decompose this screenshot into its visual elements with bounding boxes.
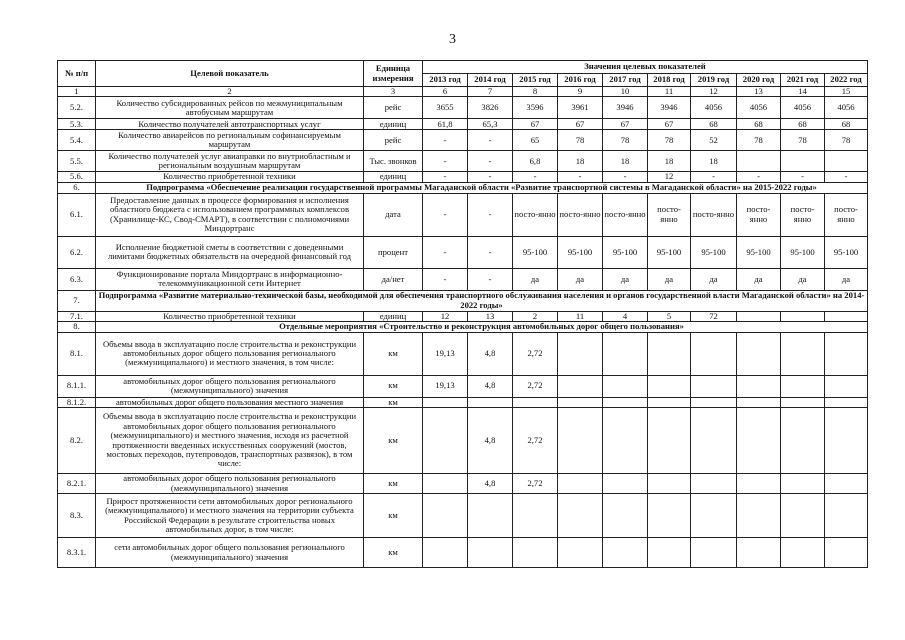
value-cell	[825, 332, 868, 375]
unit-cell: Тыс. звонков	[364, 151, 423, 172]
value-cell	[423, 538, 468, 568]
value-cell: 18	[603, 151, 648, 172]
value-cell: 4,8	[468, 474, 513, 494]
value-cell: 11	[558, 311, 603, 321]
value-cell	[737, 538, 781, 568]
table-row	[58, 494, 868, 538]
subprogram-title: Подпрограмма «Развитие материально-технической базы, необходимой для обеспечения транспортного обслуживания населения и органов государственной власти Магаданской области» на 2014-2022 годы»	[96, 290, 868, 311]
row-number: 7.	[58, 290, 96, 311]
value-cell: -	[603, 172, 648, 182]
value-cell	[648, 408, 691, 474]
value-cell: -	[468, 130, 513, 151]
value-cell	[825, 474, 868, 494]
value-cell: -	[468, 236, 513, 268]
value-cell: 2,72	[513, 474, 558, 494]
value-cell	[825, 538, 868, 568]
header-year: 2018 год	[648, 74, 691, 87]
value-cell: 68	[691, 119, 737, 130]
row-number: 6.	[58, 182, 96, 193]
column-number: 3	[364, 87, 423, 97]
value-cell: 19,13	[423, 332, 468, 375]
value-cell: 95-100	[648, 236, 691, 268]
unit-cell: км	[364, 332, 423, 375]
value-cell	[603, 494, 648, 538]
value-cell: 68	[737, 119, 781, 130]
value-cell	[825, 375, 868, 397]
value-cell: 3946	[603, 97, 648, 119]
indicator-name: сети автомобильных дорог общего пользования регионального (межмуниципального) значения	[96, 538, 364, 568]
value-cell	[468, 397, 513, 407]
table-row	[58, 172, 868, 182]
column-number: 12	[691, 87, 737, 97]
value-cell: 78	[603, 130, 648, 151]
value-cell: 67	[513, 119, 558, 130]
column-number: 2	[96, 87, 364, 97]
value-cell: посто-янно	[781, 193, 825, 236]
row-number: 8.2.	[58, 408, 96, 474]
header-values-title: Значения целевых показателей	[423, 61, 868, 74]
value-cell	[825, 311, 868, 321]
value-cell	[737, 494, 781, 538]
column-number: 7	[468, 87, 513, 97]
column-number: 14	[781, 87, 825, 97]
value-cell: -	[825, 172, 868, 182]
row-number: 8.	[58, 322, 96, 332]
value-cell	[423, 408, 468, 474]
header-num: № п/п	[58, 61, 96, 87]
column-number: 9	[558, 87, 603, 97]
value-cell: посто-янно	[648, 193, 691, 236]
unit-cell: км	[364, 397, 423, 407]
value-cell: 2,72	[513, 375, 558, 397]
value-cell: -	[737, 172, 781, 182]
row-number: 6.3.	[58, 268, 96, 290]
value-cell: 18	[691, 151, 737, 172]
value-cell: 52	[691, 130, 737, 151]
value-cell	[737, 311, 781, 321]
value-cell	[603, 408, 648, 474]
value-cell: 67	[603, 119, 648, 130]
unit-cell: км	[364, 375, 423, 397]
value-cell: 95-100	[558, 236, 603, 268]
value-cell: -	[468, 193, 513, 236]
header-unit: Единица измерения	[364, 61, 423, 87]
row-number: 5.2.	[58, 97, 96, 119]
value-cell: -	[423, 130, 468, 151]
value-cell	[691, 375, 737, 397]
column-number: 10	[603, 87, 648, 97]
row-number: 8.1.1.	[58, 375, 96, 397]
value-cell	[558, 397, 603, 407]
table-row	[58, 97, 868, 119]
table-row	[58, 151, 868, 172]
value-cell: да	[603, 268, 648, 290]
unit-cell: км	[364, 474, 423, 494]
unit-cell: км	[364, 408, 423, 474]
value-cell: 4056	[781, 97, 825, 119]
value-cell: 68	[825, 119, 868, 130]
value-cell: -	[468, 172, 513, 182]
value-cell: 4,8	[468, 375, 513, 397]
indicator-name: автомобильных дорог общего пользования регионального (межмуниципального) значения	[96, 375, 364, 397]
indicator-name: Функционирование портала Миндортранс в информационно-телекоммуникационной сети Интернет	[96, 268, 364, 290]
value-cell	[558, 408, 603, 474]
indicator-name: Количество приобретенной техники	[96, 172, 364, 182]
value-cell	[423, 494, 468, 538]
value-cell: 2,72	[513, 332, 558, 375]
value-cell	[603, 397, 648, 407]
indicator-name: Количество субсидированных рейсов по межмуниципальным автобусным маршрутам	[96, 97, 364, 119]
value-cell: 95-100	[691, 236, 737, 268]
value-cell	[513, 494, 558, 538]
value-cell: 2	[513, 311, 558, 321]
indicator-name: Прирост протяженности сети автомобильных дорог регионального (межмуниципального) и местного значения на территории субъекта Российской Федерации в результате строительства новых автомобильных дорог, в том числе:	[96, 494, 364, 538]
row-number: 8.1.	[58, 332, 96, 375]
value-cell	[648, 474, 691, 494]
value-cell	[648, 397, 691, 407]
value-cell: 4,8	[468, 408, 513, 474]
value-cell: -	[558, 172, 603, 182]
indicator-name: Количество авиарейсов по региональным софинансируемым маршрутам	[96, 130, 364, 151]
subprogram-row	[58, 322, 868, 332]
value-cell: 78	[648, 130, 691, 151]
value-cell: 78	[558, 130, 603, 151]
unit-cell: рейс	[364, 130, 423, 151]
value-cell	[825, 494, 868, 538]
value-cell: -	[423, 268, 468, 290]
value-cell	[691, 408, 737, 474]
value-cell	[513, 397, 558, 407]
value-cell	[825, 151, 868, 172]
value-cell	[558, 474, 603, 494]
value-cell: -	[781, 172, 825, 182]
value-cell: посто-янно	[691, 193, 737, 236]
value-cell	[691, 474, 737, 494]
value-cell: 95-100	[513, 236, 558, 268]
value-cell	[691, 494, 737, 538]
header-year: 2016 год	[558, 74, 603, 87]
value-cell: 95-100	[781, 236, 825, 268]
value-cell	[781, 408, 825, 474]
value-cell	[781, 151, 825, 172]
unit-cell: единиц	[364, 119, 423, 130]
value-cell	[558, 375, 603, 397]
value-cell: 4,8	[468, 332, 513, 375]
value-cell	[691, 332, 737, 375]
value-cell	[691, 397, 737, 407]
value-cell: посто-янно	[513, 193, 558, 236]
column-number: 11	[648, 87, 691, 97]
value-cell: 2,72	[513, 408, 558, 474]
unit-cell: км	[364, 538, 423, 568]
value-cell	[781, 494, 825, 538]
value-cell: -	[513, 172, 558, 182]
table-row	[58, 538, 868, 568]
value-cell: 67	[648, 119, 691, 130]
table-row	[58, 193, 868, 236]
indicator-name: Количество получателей автотранспортных услуг	[96, 119, 364, 130]
value-cell: посто-янно	[737, 193, 781, 236]
value-cell: 78	[737, 130, 781, 151]
value-cell: 95-100	[825, 236, 868, 268]
value-cell: 3655	[423, 97, 468, 119]
indicator-name: автомобильных дорог общего пользования местного значения	[96, 397, 364, 407]
value-cell	[648, 332, 691, 375]
value-cell	[558, 538, 603, 568]
row-number: 5.3.	[58, 119, 96, 130]
value-cell	[781, 474, 825, 494]
value-cell: 4	[603, 311, 648, 321]
row-number: 8.1.2.	[58, 397, 96, 407]
value-cell: посто-янно	[558, 193, 603, 236]
table-row	[58, 397, 868, 407]
value-cell	[603, 538, 648, 568]
value-cell: посто-янно	[825, 193, 868, 236]
value-cell: 65,3	[468, 119, 513, 130]
target-indicators-table	[57, 60, 868, 568]
value-cell: 4056	[737, 97, 781, 119]
row-number: 8.2.1.	[58, 474, 96, 494]
value-cell	[737, 408, 781, 474]
value-cell: да	[825, 268, 868, 290]
unit-cell: процент	[364, 236, 423, 268]
value-cell: 3961	[558, 97, 603, 119]
value-cell: 3826	[468, 97, 513, 119]
value-cell	[648, 375, 691, 397]
header-year: 2022 год	[825, 74, 868, 87]
value-cell: 4056	[825, 97, 868, 119]
value-cell	[737, 397, 781, 407]
value-cell: 6,8	[513, 151, 558, 172]
value-cell: 68	[781, 119, 825, 130]
value-cell: 18	[558, 151, 603, 172]
header-year: 2019 год	[691, 74, 737, 87]
value-cell: 67	[558, 119, 603, 130]
value-cell	[781, 311, 825, 321]
value-cell	[781, 397, 825, 407]
value-cell: да	[737, 268, 781, 290]
row-number: 8.3.	[58, 494, 96, 538]
value-cell: 95-100	[603, 236, 648, 268]
unit-cell: дата	[364, 193, 423, 236]
column-number: 1	[58, 87, 96, 97]
table-row	[58, 332, 868, 375]
value-cell	[468, 494, 513, 538]
value-cell: 19,13	[423, 375, 468, 397]
indicator-name: Исполнение бюджетной сметы в соответствии с доведенными лимитами бюджетных обязательств на очередной финансовый год	[96, 236, 364, 268]
value-cell: 65	[513, 130, 558, 151]
value-cell: 72	[691, 311, 737, 321]
indicator-name: Объемы ввода в эксплуатацию после строительства и реконструкции автомобильных дорог общего пользования регионального (межмуниципального) и местного значения, исходя из расчетной протяженности введенных искусственных сооружений (мостов, мостовых переходов, путепроводов, транспортных развязок), в том числе:	[96, 408, 364, 474]
value-cell	[737, 332, 781, 375]
value-cell	[423, 474, 468, 494]
unit-cell: единиц	[364, 172, 423, 182]
value-cell: -	[423, 151, 468, 172]
value-cell: 3596	[513, 97, 558, 119]
table-row	[58, 311, 868, 321]
value-cell	[603, 474, 648, 494]
table-row	[58, 408, 868, 474]
value-cell	[691, 538, 737, 568]
column-number: 6	[423, 87, 468, 97]
subprogram-title: Отдельные мероприятия «Строительство и реконструкция автомобильных дорог общего пользования»	[96, 322, 868, 332]
value-cell: -	[468, 151, 513, 172]
unit-cell: да/нет	[364, 268, 423, 290]
unit-cell: рейс	[364, 97, 423, 119]
row-number: 5.6.	[58, 172, 96, 182]
value-cell: -	[468, 268, 513, 290]
value-cell: да	[648, 268, 691, 290]
value-cell	[558, 332, 603, 375]
value-cell	[603, 375, 648, 397]
value-cell: 95-100	[737, 236, 781, 268]
value-cell: да	[691, 268, 737, 290]
value-cell: 12	[423, 311, 468, 321]
subprogram-row	[58, 290, 868, 311]
value-cell	[558, 494, 603, 538]
value-cell	[737, 474, 781, 494]
table-row	[58, 130, 868, 151]
value-cell	[648, 494, 691, 538]
header-year: 2021 год	[781, 74, 825, 87]
row-number: 5.5.	[58, 151, 96, 172]
value-cell: посто-янно	[603, 193, 648, 236]
value-cell: 61,8	[423, 119, 468, 130]
value-cell: 5	[648, 311, 691, 321]
value-cell	[737, 375, 781, 397]
value-cell: 3946	[648, 97, 691, 119]
value-cell: 12	[648, 172, 691, 182]
table-row	[58, 236, 868, 268]
table-row	[58, 119, 868, 130]
indicator-name: Количество получателей услуг авиаправки по внутриобластным и региональным воздушным маршрутам	[96, 151, 364, 172]
value-cell	[513, 538, 558, 568]
indicator-name: Предоставление данных в процессе формирования и исполнения областного бюджета с использованием программных комплексов (Хранилище-КС, Свод-СМАРТ), в соответствии с полномочиями Миндортранс	[96, 193, 364, 236]
value-cell	[781, 538, 825, 568]
row-number: 6.2.	[58, 236, 96, 268]
value-cell	[825, 408, 868, 474]
table-row	[58, 375, 868, 397]
value-cell	[781, 375, 825, 397]
indicator-name: Объемы ввода в эксплуатацию после строительства и реконструкции автомобильных дорог общего пользования регионального (межмуниципального) и местного значения, в том числе:	[96, 332, 364, 375]
header-year: 2013 год	[423, 74, 468, 87]
value-cell: -	[423, 193, 468, 236]
row-number: 8.3.1.	[58, 538, 96, 568]
row-number: 6.1.	[58, 193, 96, 236]
subprogram-row	[58, 182, 868, 193]
column-number: 13	[737, 87, 781, 97]
value-cell	[648, 538, 691, 568]
value-cell: 18	[648, 151, 691, 172]
value-cell	[468, 538, 513, 568]
value-cell: 4056	[691, 97, 737, 119]
value-cell: да	[558, 268, 603, 290]
unit-cell: единиц	[364, 311, 423, 321]
value-cell: -	[691, 172, 737, 182]
value-cell: 78	[825, 130, 868, 151]
row-number: 5.4.	[58, 130, 96, 151]
table-row	[58, 474, 868, 494]
header-year: 2020 год	[737, 74, 781, 87]
value-cell: -	[423, 172, 468, 182]
indicator-name: автомобильных дорог общего пользования регионального (межмуниципального) значения	[96, 474, 364, 494]
column-number: 8	[513, 87, 558, 97]
unit-cell: км	[364, 494, 423, 538]
row-number: 7.1.	[58, 311, 96, 321]
value-cell: -	[423, 236, 468, 268]
header-year: 2017 год	[603, 74, 648, 87]
indicator-name: Количество приобретенной техники	[96, 311, 364, 321]
value-cell	[781, 332, 825, 375]
table-row	[58, 268, 868, 290]
header-indicator: Целевой показатель	[96, 61, 364, 87]
subprogram-title: Подпрограмма «Обеспечение реализации государственной программы Магаданской области «Развитие транспортной системы в Магаданской области» на 2015-2022 годы»	[96, 182, 868, 193]
value-cell	[825, 397, 868, 407]
column-number: 15	[825, 87, 868, 97]
value-cell: да	[781, 268, 825, 290]
value-cell: 78	[781, 130, 825, 151]
header-year: 2014 год	[468, 74, 513, 87]
page-number: 3	[449, 32, 456, 47]
value-cell: 13	[468, 311, 513, 321]
value-cell	[737, 151, 781, 172]
value-cell	[423, 397, 468, 407]
header-year: 2015 год	[513, 74, 558, 87]
value-cell: да	[513, 268, 558, 290]
value-cell	[603, 332, 648, 375]
